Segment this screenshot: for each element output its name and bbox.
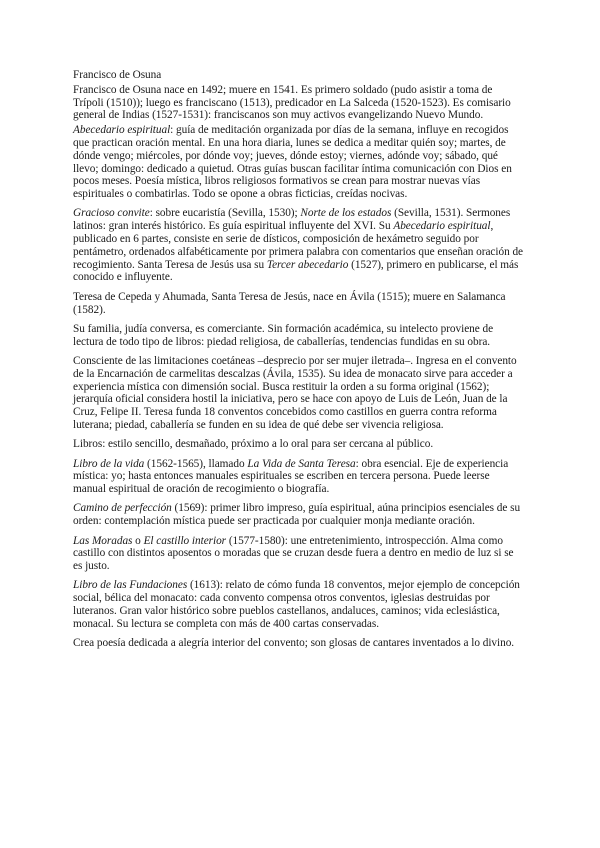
paragraph [73,535,524,573]
work-title: El castillo interior [143,534,227,547]
paragraph-text: Francisco de Osuna nace en 1492; muere en 1541. Es primero soldado (pudo asistir a toma de Trípoli (1510)); luego es franciscano (1513), predicador en La Salceda (1520-1523). Es comisario general de Indias (1527-1531): franciscanos son muy activos evangelizando Nuevo Mundo. [73,83,511,122]
paragraph [73,323,524,349]
work-title: Tercer abecedario [266,258,349,271]
work-title: Abecedario espiritual [73,124,171,137]
paragraph [73,124,524,201]
work-title: Libro de las Fundaciones [73,579,188,592]
paragraph-text: : guía de meditación organizada por días de la semana, influye en recogidos que practican oración mental. En una hora diaria, lunes se dedica a meditar quién soy; martes, de dónde vengo; miércoles, por dónde voy; jueves, dónde estoy; viernes, adónde voy; sábado, qué llevo; domingo: dedicado a quietud. Otras guías buscan facilitar íntima comunicación con Dios en pocos meses. Poesía mística, libros religiosos formativos se crean para mostrar nuevas vías espirituales o combatirlas. Todo se opone a obras ficticias, creídas nocivas. [73,124,512,201]
document-body [73,84,524,650]
paragraph-text: : sobre eucaristía (Sevilla, 1530); [149,207,301,220]
work-title: Gracioso convite [73,207,150,220]
paragraph [73,291,524,317]
work-title: Camino de perfección [73,502,172,515]
work-title: Las Moradas [73,534,133,547]
paragraph-text: (Sevilla, 1531). Sermones latinos: gran interés histórico. Es guía espiritual influyente del XVI. Su [73,207,511,233]
paragraph-text: Teresa de Cepeda y Ahumada, Santa Teresa de Jesús, nace en Ávila (1515); muere en Salamanca (1582). [73,290,506,316]
paragraph [73,355,524,432]
paragraph-text: Libros: estilo sencillo, desmañado, próximo a lo oral para ser cercana al público. [73,438,434,451]
work-title: Norte de los estados [300,207,392,220]
paragraph-text: (1527), primero en publicarse, el más conocido e influyente. [73,258,519,284]
paragraph-text: (1569): primer libro impreso, guía espiritual, aúna principios esenciales de su orden: contemplación mística puede ser practicada por cualquier monja mediante oración. [73,502,521,528]
work-title: Abecedario espiritual [393,220,491,233]
paragraph-text: (1562-1565), llamado [144,457,248,470]
paragraph [73,438,524,451]
paragraph [73,502,524,528]
paragraph-text: Crea poesía dedicada a alegría interior del convento; son glosas de cantares inventados a lo divino. [73,637,515,650]
paragraph-text: o [132,534,144,547]
paragraph [73,207,524,284]
document-title: Francisco de Osuna [73,69,162,81]
paragraph-text: Consciente de las limitaciones coetáneas –desprecio por ser mujer iletrada–. Ingresa en el convento de la Encarnación de carmelitas descalzas (Ávila, 1535). Su idea de monacato sirve para acceder a experiencia mística con dimensión social. Busca restituir la orden a su forma original (1562); jerarquía oficial considera hostil la iniciativa, pero se hace con apoyo de Luis de León, Juan de la Cruz, Felipe II. Teresa funda 18 conventos concebidos como castillos en guerra contra reforma luterana; piedad, caballería se funden en su idea de qué debe ser vivencia religiosa. [73,354,517,431]
paragraph-text: Su familia, judía conversa, es comerciante. Sin formación académica, su intelecto proviene de lectura de todo tipo de libros: piedad religiosa, de caballerías, tendencias fundidas en su obra. [73,322,494,348]
paragraph [73,84,524,122]
paragraph [73,637,524,650]
work-title: La Vida de Santa Teresa [247,457,356,470]
paragraph-text: (1577-1580): une entretenimiento, introspección. Alma como castillo con distintos aposentos o moradas que se cruzan desde fuera a dentro en medio de luz si se es justo. [73,534,514,573]
paragraph-text: , publicado en 6 partes, consiste en serie de dísticos, composición de hexámetro seguido por pentámetro, ordenados alfabéticamente por primera palabra con comentarios que enseñan oración de recogimiento. Santa Teresa de Jesús usa su [73,220,524,271]
paragraph [73,458,524,496]
paragraph [73,579,524,630]
paragraph-text: (1613): relato de cómo funda 18 conventos, mejor ejemplo de concepción social, bélica del monacato: cada convento compensa otros conventos, iglesias destruidas por luteranos. Gran valor histórico sobre pueblos castellanos, andaluces, caminos; vida eclesiástica, monacal. Su lectura se completa con más de 400 cartas conservadas. [73,579,520,630]
work-title: Libro de la vida [73,457,145,470]
paragraph-text: : obra esencial. Eje de experiencia mística: yo; hasta entonces manuales espirituales se escriben en tercera persona. Puede leerse manual espiritual de oración de recogimiento o biografía. [73,457,509,496]
